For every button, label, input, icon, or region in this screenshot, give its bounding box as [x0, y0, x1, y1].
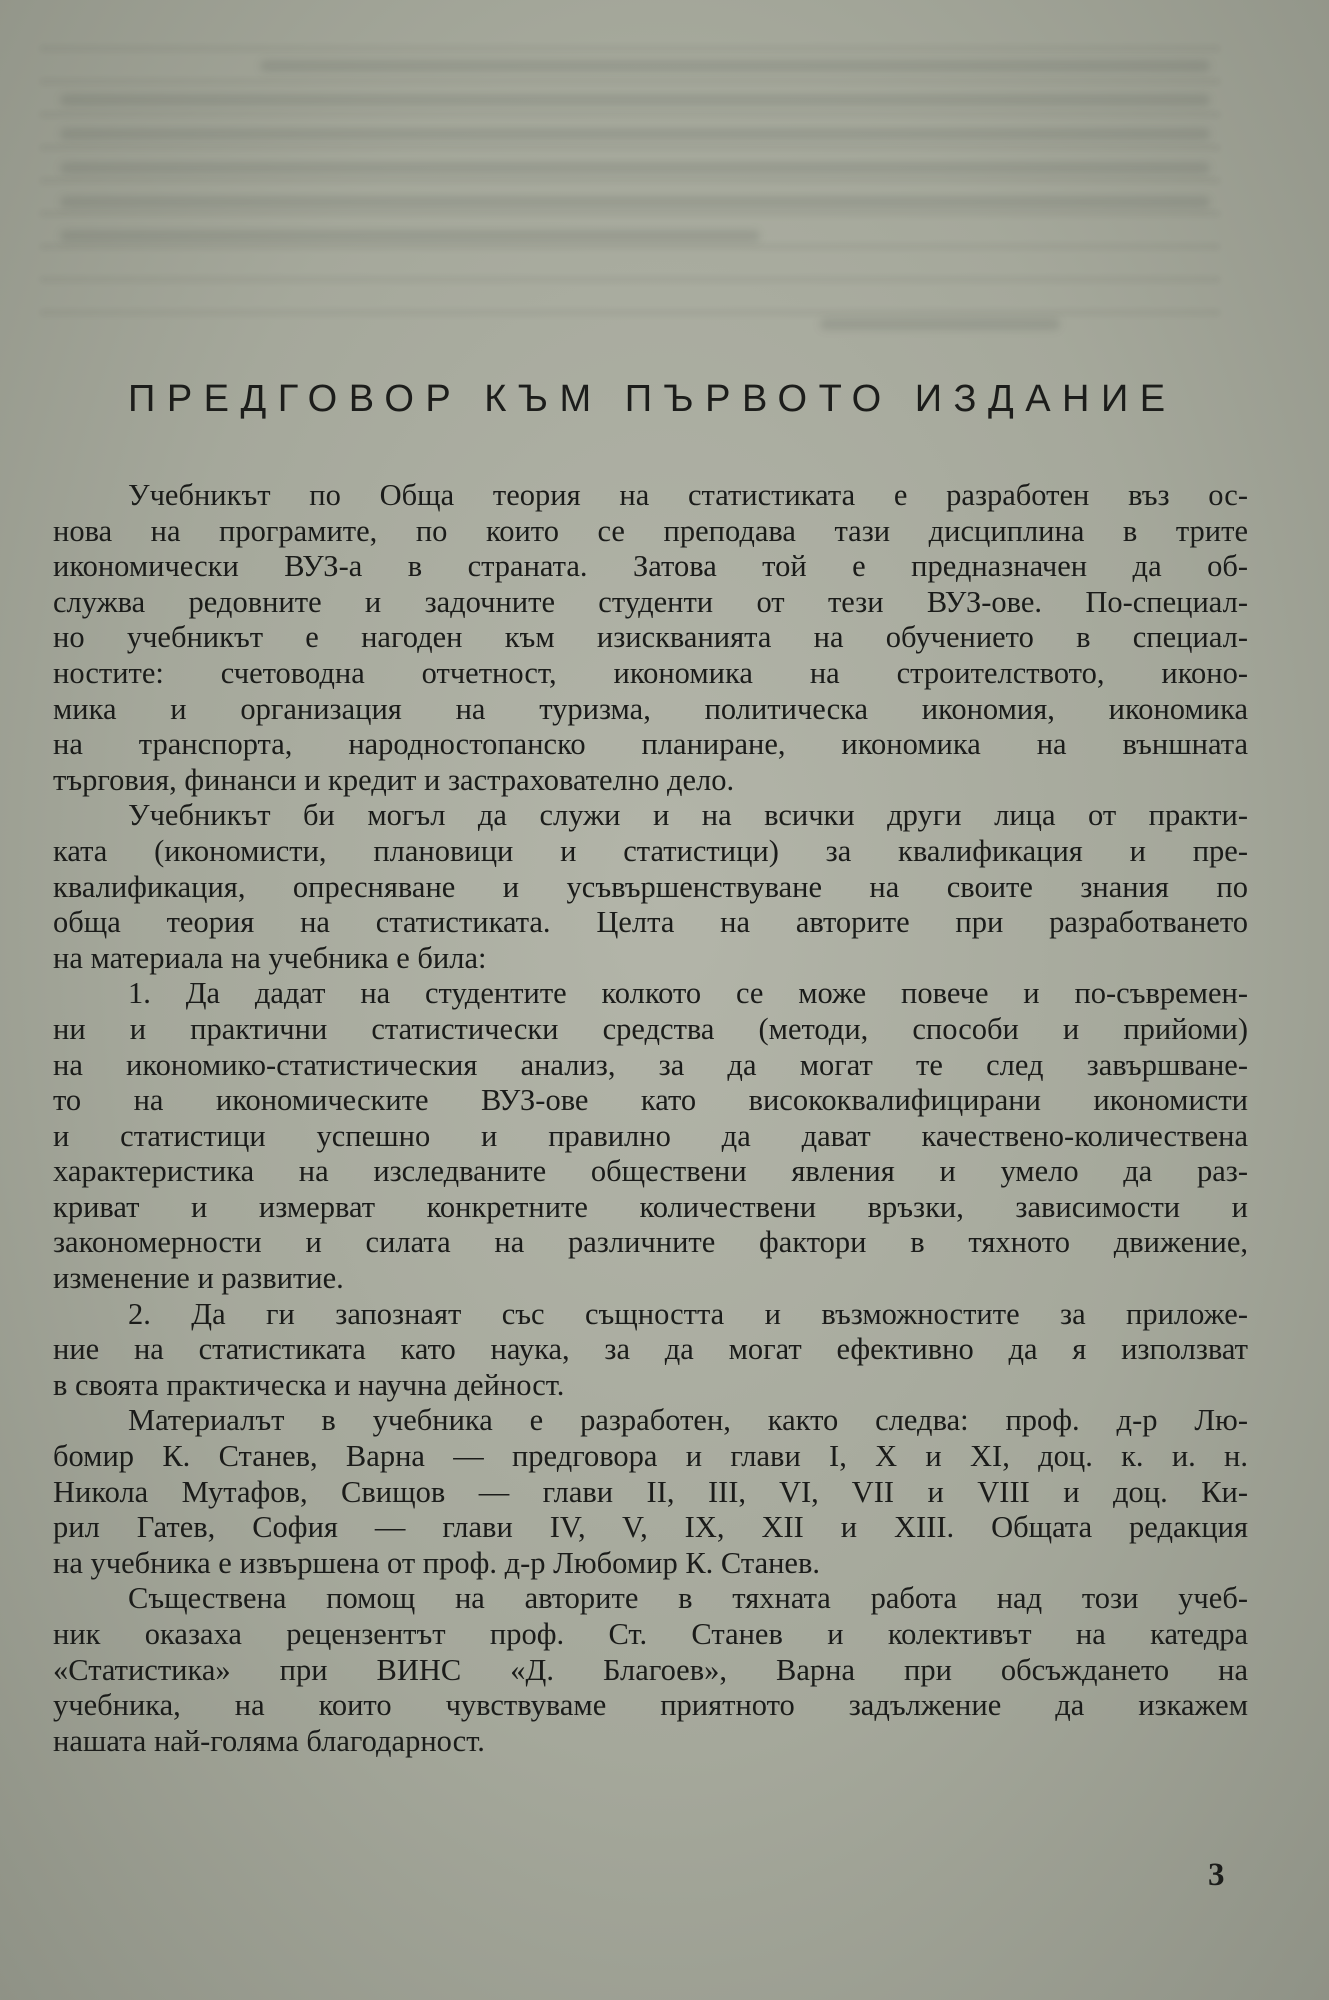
text-line: ни и практични статистически средства (методи, способи и прийоми): [53, 1011, 1248, 1046]
text-line: в своята практическа и научна дейност.: [53, 1367, 565, 1402]
text-line: учебника, на които чувствуваме приятното задължение да изкажем: [53, 1688, 1248, 1723]
text-line: изменение и развитие.: [53, 1261, 344, 1296]
text-line: Учебникът по Обща теория на статистиката е разработен въз ос-: [128, 478, 1248, 512]
text-line: 2. Да ги запознаят със същността и възможностите за приложе-: [128, 1296, 1248, 1331]
text-line: нова на програмите, по които се преподава тази дисциплина в трите: [53, 513, 1248, 548]
text-line: на материала на учебника е била:: [53, 940, 487, 975]
text-line: характеристика на изследваните обществени явления и умело да раз-: [53, 1154, 1248, 1189]
text-line: то на икономическите ВУЗ-ове като висококвалифицирани икономисти: [53, 1083, 1248, 1118]
show-through-line: [60, 196, 1210, 208]
text-line: нашата най-голяма благодарност.: [53, 1723, 485, 1758]
text-line: служва редовните и задочните студенти от тези ВУЗ-ове. По-специал-: [53, 584, 1248, 619]
text-line: квалификация, опресняване и усъвършенствуване на своите знания по: [53, 869, 1248, 904]
text-line: на транспорта, народностопанско планиране, икономика на външната: [53, 727, 1248, 762]
show-through-line: [60, 94, 1210, 106]
text-line: бомир К. Станев, Варна — предговора и глави I, X и XI, доц. к. и. н.: [53, 1439, 1248, 1474]
text-line: ник оказаха рецензентът проф. Ст. Станев и колективът на катедра: [53, 1617, 1248, 1651]
text-line: на учебника е извършена от проф. д-р Любомир К. Станев.: [53, 1545, 820, 1580]
text-line: Учебникът би могъл да служи и на всички други лица от практи-: [128, 798, 1248, 833]
text-line: и статистици успешно и правилно да дават качествено-количествена: [53, 1118, 1248, 1153]
show-through-line: [60, 128, 1210, 140]
text-line: «Статистика» при ВИНС «Д. Благоев», Варна при обсъждането на: [53, 1652, 1248, 1687]
text-line: обща теория на статистиката. Целта на авторите при разработването: [53, 905, 1248, 940]
text-line: на икономико-статистическия анализ, за да могат те след завършване-: [53, 1047, 1248, 1082]
text-line: търговия, финанси и кредит и застрахователно дело.: [53, 762, 735, 797]
text-line: ката (икономисти, плановици и статистици) за квалификация и пре-: [53, 833, 1248, 868]
show-through-line: [260, 60, 1210, 72]
page-title: ПРЕДГОВОР КЪМ ПЪРВОТО ИЗДАНИЕ: [128, 378, 1177, 420]
text-line: рил Гатев, София — глави IV, V, IX, XII и XIII. Общата редакция: [53, 1510, 1248, 1545]
text-line: Никола Мутафов, Свищов — глави II, III, VI, VII и VIII и доц. Ки-: [53, 1474, 1248, 1509]
show-through-line: [60, 162, 1210, 174]
text-line: мика и организация на туризма, политическа икономия, икономика: [53, 691, 1248, 726]
text-line: Съществена помощ на авторите в тяхната работа над този учеб-: [128, 1581, 1248, 1616]
previous-page-show-through: [40, 30, 1220, 330]
text-line: икономически ВУЗ-а в страната. Затова той е предназначен да об-: [53, 549, 1248, 584]
text-line: но учебникът е нагоден към изискванията на обучението в специал-: [53, 620, 1248, 655]
page-number: 3: [1208, 1857, 1225, 1893]
show-through-line: [820, 318, 1060, 330]
text-line: Материалът в учебника е разработен, както следва: проф. д-р Лю-: [128, 1403, 1248, 1438]
text-line: ние на статистиката като наука, за да могат ефективно да я използват: [53, 1332, 1248, 1367]
show-through-line: [60, 230, 760, 242]
text-line: 1. Да дадат на студентите колкото се може повече и по-съвремен-: [128, 976, 1248, 1011]
text-line: закономерности и силата на различните фактори в тяхното движение,: [53, 1225, 1248, 1260]
body-text: [53, 478, 1248, 1759]
text-line: криват и измерват конкретните количествени връзки, зависимости и: [53, 1189, 1248, 1224]
text-line: ностите: счетоводна отчетност, икономика на строителството, иконо-: [53, 655, 1248, 690]
